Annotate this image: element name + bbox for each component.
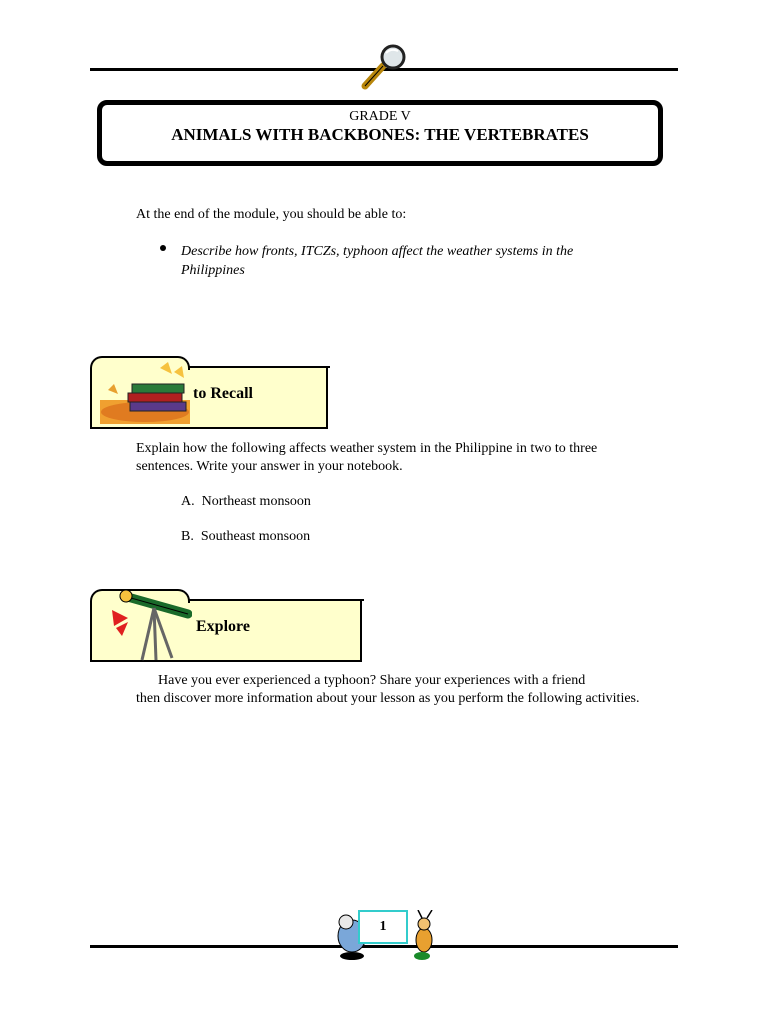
explore-paragraph-line: then discover more information about your lesson as you perform the following activities. (136, 691, 640, 706)
recall-label: to Recall (193, 385, 253, 402)
list-item (181, 494, 311, 510)
list-item-text: Northeast monsoon (201, 494, 311, 509)
list-item-text: Southeast monsoon (200, 529, 311, 544)
title-box (97, 100, 663, 166)
list-item (181, 529, 310, 545)
explore-paragraph (136, 672, 696, 708)
recall-instructions (136, 440, 696, 476)
page-number: 1 (358, 910, 408, 944)
bullet (160, 245, 166, 251)
recall-instructions-line: sentences. Write your answer in your notebook. (136, 459, 403, 474)
objectives-intro: At the end of the module, you should be able to: (136, 207, 407, 222)
books-icon (100, 360, 190, 424)
explore-label: Explore (196, 618, 250, 635)
module-title: ANIMALS WITH BACKBONES: THE VERTEBRATES (171, 125, 589, 144)
objective-item: Describe how fronts, ITCZs, typhoon affect the weather systems in the Philippines (181, 244, 574, 278)
explore-paragraph-line: Have you ever experienced a typhoon? Share your experiences with a friend (158, 673, 586, 688)
magnifying-glass-icon (355, 44, 415, 92)
telescope-icon (112, 588, 192, 662)
list-marker: A. (181, 494, 195, 509)
grade-label: GRADE V (349, 109, 411, 124)
recall-instructions-line: Explain how the following affects weather system in the Philippine in two to three (136, 441, 598, 456)
list-marker: B. (181, 529, 194, 544)
